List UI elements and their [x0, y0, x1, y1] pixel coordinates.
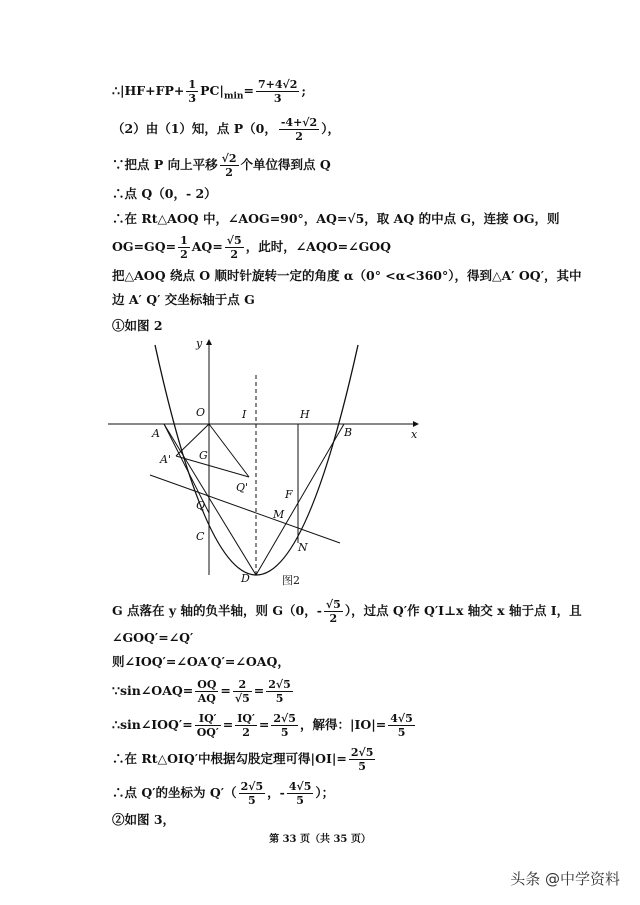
label-D: D [241, 572, 250, 585]
text-line-12: 则∠IOQ′=∠OA′Q′=∠OAQ， [112, 654, 290, 669]
label-I: I [242, 408, 247, 421]
fraction: $\frac{IQ'}{2}$ [237, 712, 255, 739]
label-G: G [199, 449, 208, 462]
parabola-figure [108, 335, 428, 595]
fraction: $\frac{√5}{2}$ [226, 234, 242, 261]
fraction: $\frac{OQ}{AQ}$ [197, 678, 217, 705]
label-H: H [300, 408, 310, 421]
text-line-8: 边 A′ Q′ 交坐标轴于点 G [112, 292, 255, 307]
formula-line-3: ∵把点 P 向上平移 $\frac{√2}{2}$ 个单位得到点 Q [112, 152, 331, 179]
label-Q-prime: Q' [236, 481, 249, 494]
fraction: $\frac{2√5}{5}$ [240, 780, 264, 807]
formula-line-14: ∴sin∠IOQ′= $\frac{IQ'}{OQ'}$ = $\frac{IQ'}{2}$ = $\frac{2√5}{5}$ ，解得：|IO|= $\frac{4√5}{5}$ [112, 712, 413, 739]
label-B: B [344, 426, 353, 439]
fraction: $\frac{2}{√5}$ [234, 678, 250, 705]
segment-OQ1 [209, 424, 249, 477]
formula-line-16: ∴点 Q′的坐标为 Q′（ $\frac{2√5}{5}$ ，- $\frac{4√5}{5}$ ）； [112, 780, 335, 807]
fraction: $\frac{√2}{2}$ [221, 152, 237, 179]
label-N: N [298, 541, 308, 554]
formula-line-2: （2）由（1）知，点 P（0， $\frac{-4+√2}{2}$ ）， [112, 116, 340, 143]
fraction: $\frac{-4+√2}{2}$ [280, 116, 318, 143]
formula-line-13: ∵sin∠OAQ= $\frac{OQ}{AQ}$ = $\frac{2}{√5}$ = $\frac{2√5}{5}$ [112, 678, 291, 705]
fraction: $\frac{4√5}{5}$ [390, 712, 413, 739]
text-line-7: 把△AOQ 绕点 O 顺时针旋转一定的角度 α（0° <α<360°），得到△A′ OQ′，其中 [112, 268, 582, 283]
label-x: x [411, 428, 418, 441]
fraction: $\frac{2√5}{5}$ [268, 678, 291, 705]
label-Q: Q [196, 499, 206, 512]
text-line-5: ∴在 Rt△AOQ 中，∠AOG=90°，AQ=√5，取 AQ 的中点 G，连接 OG，则 [112, 211, 560, 226]
formula-line-10: G 点落在 y 轴的负半轴，则 G（0，- $\frac{√5}{2}$ ），过点 Q′作 Q′I⊥x 轴交 x 轴于点 I，且 [112, 598, 582, 625]
fraction: $\frac{1}{3}$ [188, 78, 197, 105]
formula-line-6: OG=GQ= $\frac{1}{2}$ AQ= $\frac{√5}{2}$ ，此时，∠AQO=∠GOQ [112, 234, 392, 261]
label-A-prime: A' [160, 453, 171, 466]
text-line-11: ∠GOQ′=∠Q′ [112, 630, 194, 645]
label-O: O [196, 406, 206, 419]
label-M: M [273, 508, 285, 521]
label-F: F [285, 488, 293, 501]
text-line-9: ①如图 2 [112, 318, 163, 333]
fraction: $\frac{2√5}{5}$ [350, 746, 374, 773]
formula-line-1: ∴|HF+FP+ $\frac{1}{3}$ $PC|_{min}=$ $\frac{7+4√2}{3}$ ; [112, 78, 306, 105]
text-line-17: ②如图 3， [112, 812, 176, 827]
label-y: y [196, 337, 203, 350]
text-line-4: ∴点 Q（0，- 2） [112, 186, 217, 201]
fraction: $\frac{4√5}{5}$ [288, 780, 312, 807]
fraction: $\frac{2√5}{5}$ [273, 712, 296, 739]
line-AD [164, 424, 256, 575]
fraction: $\frac{7+4√2}{3}$ [257, 78, 298, 105]
fraction: $\frac{IQ'}{OQ'}$ [196, 712, 219, 739]
fraction: $\frac{1}{2}$ [180, 234, 188, 261]
label-A: A [152, 427, 160, 440]
page-footer: 第 33 页（共 35 页） [269, 834, 371, 845]
watermark: 头条 @中学资料 [510, 870, 620, 888]
text: ∴|HF+FP+ [112, 83, 185, 98]
label-C: C [196, 530, 205, 543]
formula-line-15: ∴在 Rt△OIQ′中根据勾股定理可得|OI|= $\frac{2√5}{5}$ [112, 746, 374, 773]
fraction: $\frac{√5}{2}$ [325, 598, 341, 625]
figure-caption: 图2 [282, 574, 300, 587]
